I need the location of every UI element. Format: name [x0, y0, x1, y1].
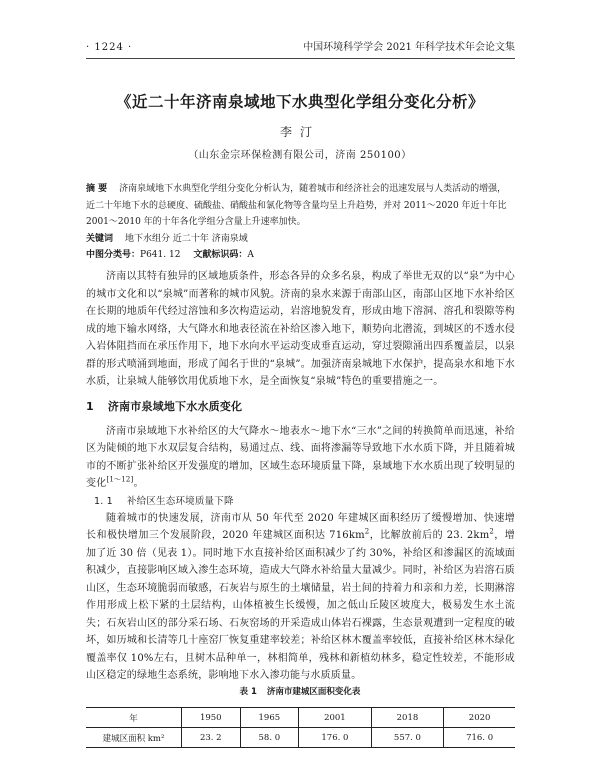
section-1-title: 济南市泉域地下水水质变化	[107, 399, 243, 413]
doc-code-value: A	[247, 250, 254, 261]
table-cell: 23. 2	[182, 728, 241, 748]
citation: [1～12]	[106, 475, 134, 484]
subsection-text-a: 随着城市的快速发展，济南市从 50 年代至 2020 年建城区面积经历了缓慢增加、快速增长和极快增加三个发展阶段，2020 年建城区面积达 716km	[86, 512, 515, 541]
classification-row	[86, 247, 515, 264]
running-header	[86, 41, 515, 55]
subsection-text-b: ，比解放前后的 23. 2km	[369, 530, 490, 541]
table-cell: 716. 0	[444, 728, 515, 748]
section-1-number: 1	[86, 399, 94, 413]
table-row	[86, 728, 515, 748]
table-header-cell: 2001	[299, 708, 372, 728]
author-affiliation: （山东金宗环保检测有限公司，济南 250100）	[188, 150, 412, 161]
abstract-block	[86, 181, 515, 264]
keywords-row	[86, 231, 515, 248]
table-header-cell: 1950	[182, 708, 241, 728]
subsection-1-1-heading	[86, 493, 515, 510]
table-header-cell: 2020	[444, 708, 515, 728]
table-caption	[0, 685, 600, 697]
subsection-title: 补给区生态环境质量下降	[126, 495, 234, 507]
author-name: 李汀	[279, 125, 320, 139]
cls-label: 中图分类号：	[86, 250, 141, 261]
table-cell: 58. 0	[240, 728, 299, 748]
table-header-row	[86, 708, 515, 728]
cls-value: P641. 12	[140, 250, 181, 261]
subsection-text-c: ，增加了近 30 倍（见表 1）。同时地下水直接补给区面积减少了约 30%，补给区和渗漏区的流域面积减少，直接影响区域入渗生态环境，造成大气降水补给量大量减少。同时，补给区为岩溶石质山区，生态环境脆弱而敏感，石灰岩与原生的土壤储量，岩土间的持着力和亲和力差，长期淋溶作用形成上松下紧的土层结构，山体植被生长缓慢，加之低山丘陵区坡度大，极易发生水土流失；石灰岩山区的部分采石场、石灰窑场的开采造成山体岩石裸露，生态景观遭到一定程度的破坏，如历城和长清等几十座窑厂恢复重建率较差；补给区林木覆盖率较低，直接补给区林木绿化覆盖率仅 10%左右，且树木品种单一，林相简单，残林和新植幼林多，稳定性较差，不能形成山区稳定的绿地生态系统，影响地下水入渗功能与水质质量。	[86, 530, 515, 681]
abstract-paragraph	[86, 181, 515, 231]
table-title: 济南市建城区面积变化表	[266, 687, 361, 697]
section-1-heading	[86, 398, 515, 415]
page-number: · 1224 ·	[86, 42, 133, 53]
section-1-paragraph	[86, 423, 515, 493]
table-number: 表 1	[239, 687, 257, 697]
intro-paragraph: 济南以其特有独异的区域地质条件，形态各异的众多名泉，构成了举世无双的以“泉”为中心的城市文化和以“泉城”而著称的城市风貌。济南的泉水来源于南部山区，南部山区地下水补给区在长期的地质年代经过溶蚀和多次构造运动，岩溶地貌发育，形成由地下溶洞、溶孔和裂隙等构成的地下输水网络，大气降水和地表径流在补给区渗入地下，顺势向北潜流，到城区的不透水侵入岩体阻挡而在承压作用下，地下水向水平运动变成垂直运动，穿过裂隙涌出四系覆盖层，以泉群的形式喷涌到地面，形成了闻名于世的“泉城”。加强济南泉城地下水保护，提高泉水和地下水水质，让泉城人能够饮用优质地下水，是全面恢复“泉城”特色的重要措施之一。	[86, 271, 515, 387]
section-1-text: 济南市泉域地下水补给区的大气降水～地表水～地下水“三水”之间的转换简单而迅速，补给区为陡倾的地下水双层复合结构，易通过点、线、面将渗漏等导致地下水水质下降，并且随着城市的不断扩张补给区开发强度的增加，区域生态环境质量下降，泉域地下水水质出现了较明显的变化	[86, 425, 515, 489]
journal-name: 中国环境科学学会 2021 年科学技术年会论文集	[303, 42, 515, 53]
table-header-cell: 1965	[240, 708, 299, 728]
body-text	[86, 268, 515, 685]
subsection-number: 1. 1	[94, 495, 113, 507]
section-1-end: 。	[133, 478, 144, 489]
doc-code-label: 文献标识码：	[193, 250, 248, 261]
table-header-cell: 2018	[371, 708, 444, 728]
area-table	[86, 707, 515, 748]
abstract-text: 济南泉域地下水典型化学组分变化分析认为，随着城市和经济社会的迅速发展与人类活动的增强，近二十年地下水的总硬度、硫酸盐、硝酸盐和氯化物等含量均呈上升趋势，并对 2011～2020 年近十年比 2001～2010 年的十年各化学组分含量上升速率加快。	[86, 184, 507, 228]
table-row-label: 建城区面积 km²	[86, 728, 182, 748]
superscript: 2	[364, 527, 370, 536]
superscript: 2	[489, 527, 495, 536]
table-cell: 557. 0	[371, 728, 444, 748]
subsection-paragraph	[86, 510, 515, 685]
table-header-label: 年	[86, 708, 182, 728]
paper-title: 《近二十年济南泉域地下水典型化学组分变化分析》	[115, 93, 484, 111]
header-rule	[86, 58, 515, 59]
table-cell: 176. 0	[299, 728, 372, 748]
keywords-text: 地下水组分 近二十年 济南泉域	[125, 233, 248, 244]
keywords-label: 关键词	[86, 233, 114, 244]
abstract-label: 摘 要	[86, 184, 108, 194]
